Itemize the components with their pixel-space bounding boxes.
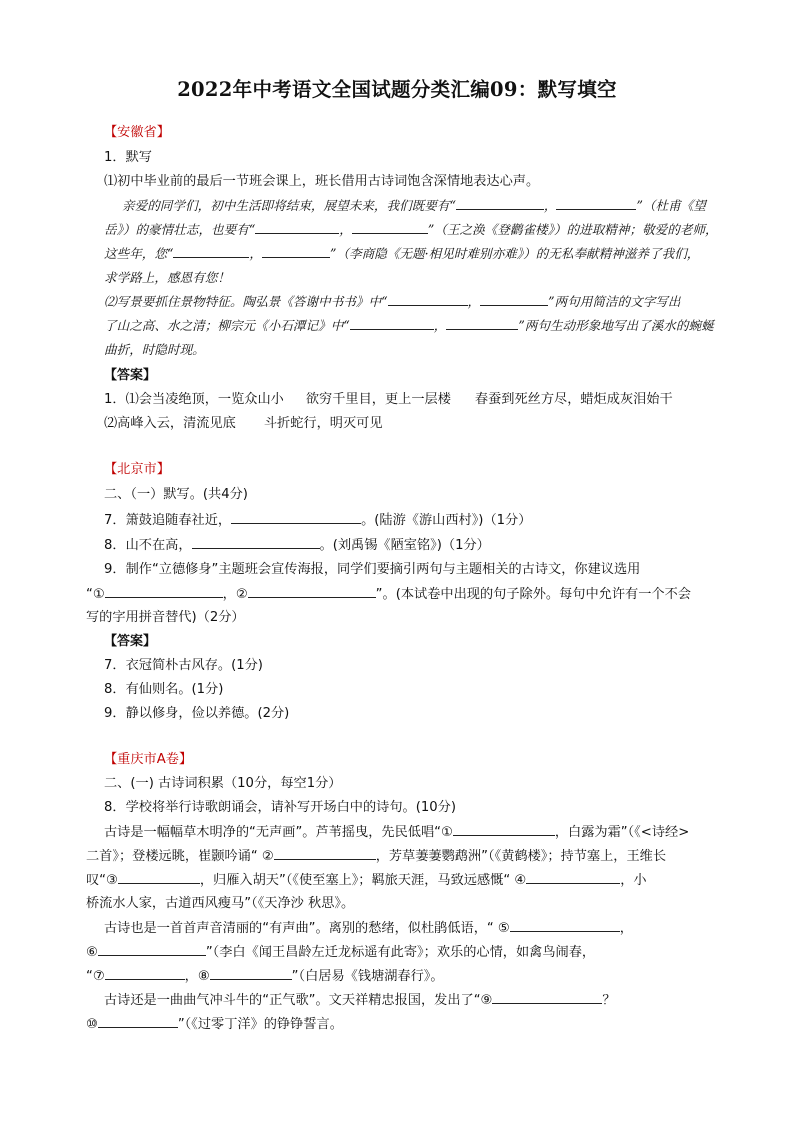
blank-q8[interactable] (192, 535, 320, 549)
answer-1-line-1: 1．⑴会当凌绝顶，一览众山小 欲穷千里目，更上一层楼 春蚕到死丝方尽，蜡炬成灰泪始干 (104, 392, 673, 407)
chongqing-passage-line-9: ⑩ ”（《过零丁洋》的铮铮誓言。 (86, 1014, 794, 1035)
blank-9[interactable] (350, 316, 434, 330)
chongqing-passage-line-6: ⑥ ”（李白《闻王昌龄左迁龙标遥有此寄》；欢乐的心情，如禽鸟闹春， (86, 942, 794, 963)
question-7: 7．箫鼓追随春社近， 。(陆游《游山西村》)（1分） (104, 510, 794, 531)
chongqing-passage-line-2: 二首》；登楼远眺，崔颢吟诵“ ② ，芳草萋萋鹦鹉洲”（《黄鹤楼》；持节塞上，王维长 (86, 846, 794, 867)
answer-8: 8．有仙则名。(1分) (104, 682, 224, 697)
chongqing-passage-line-7: “⑦ ，⑧ ”（白居易《钱塘湖春行》。 (86, 966, 794, 987)
blank-q9-2[interactable] (248, 584, 376, 598)
blank-cq-5[interactable] (510, 918, 620, 932)
blank-q9-1[interactable] (105, 584, 223, 598)
blank-7[interactable] (388, 292, 468, 306)
beijing-section-title: 二、（一）默写。(共4分) (104, 487, 248, 502)
blank-5[interactable] (173, 244, 249, 258)
chongqing-passage-line-3: 叹“③ ，归雁入胡天”（《使至塞上》；羁旅天涯，马致远感慨“ ④ ，小 (86, 870, 794, 891)
blank-cq-1[interactable] (453, 822, 555, 836)
question-8-chongqing: 8．学校将举行诗歌朗诵会，请补写开场白中的诗句。(10分) (104, 800, 456, 815)
blank-4[interactable] (352, 220, 428, 234)
blank-cq-8[interactable] (210, 966, 292, 980)
answer-7: 7．衣冠简朴古风存。(1分) (104, 658, 263, 673)
anhui-passage-line-7: 曲折，时隐时现。 (104, 342, 205, 357)
anhui-passage-line-3: 这些年，您“ ， ”（李商隐《无题·相见时难别亦难》）的无私奉献精神滋养了我们， (104, 246, 700, 261)
anhui-passage-line-5: ⑵写景要抓住景物特征。陶弘景《答谢中书书》中“ ， ”两句用简洁的文字写出 (104, 294, 681, 309)
blank-3[interactable] (255, 220, 339, 234)
blank-cq-3[interactable] (118, 870, 200, 884)
blank-cq-4[interactable] (526, 870, 620, 884)
anhui-passage-line-2: 岳》）的豪情壮志，也要有“ ， ”（王之涣《登鹳雀楼》）的进取精神；敬爱的老师， (104, 222, 718, 237)
section-header-anhui: 【安徽省】 (104, 125, 170, 140)
question-9-line-2: “① ，② ”。(本试卷中出现的句子除外。每句中允许有一个不会 (86, 584, 794, 605)
blank-1[interactable] (456, 196, 544, 210)
chongqing-section-title: 二、(一) 古诗词积累（10分，每空1分） (104, 776, 342, 791)
blank-6[interactable] (262, 244, 330, 258)
blank-10[interactable] (446, 316, 518, 330)
question-1-intro: ⑴初中毕业前的最后一节班会课上，班长借用古诗词饱含深情地表达心声。 (104, 174, 540, 189)
section-header-chongqing: 【重庆市A卷】 (104, 752, 193, 767)
blank-cq-7[interactable] (105, 966, 185, 980)
chongqing-passage-line-1: 古诗是一幅幅草木明净的“无声画”。芦苇摇曳，先民低唱“① ，白露为霜”（《<诗经> (104, 822, 794, 843)
answer-9: 9．静以修身，俭以养德。(2分) (104, 706, 290, 721)
section-header-beijing: 【北京市】 (104, 462, 170, 477)
blank-cq-6[interactable] (98, 942, 206, 956)
question-8: 8．山不在高， 。(刘禹锡《陋室铭》)（1分） (104, 535, 794, 556)
chongqing-passage-line-4: 桥流水人家，古道西风瘦马”（《天净沙 秋思》。 (86, 896, 355, 911)
blank-cq-10[interactable] (98, 1014, 178, 1028)
answer-label: 【答案】 (104, 368, 157, 383)
chongqing-passage-line-8: 古诗还是一曲曲气冲斗牛的“正气歌”。文天祥精忠报国，发出了“⑨ ？ (104, 990, 794, 1011)
anhui-passage-line-1: 亲爱的同学们，初中生活即将结束，展望未来，我们既要有“ ， ”（杜甫《望 (122, 198, 706, 213)
blank-cq-2[interactable] (274, 846, 376, 860)
question-9-line-3: 写的字用拼音替代)（2分） (86, 610, 245, 625)
blank-cq-9[interactable] (492, 990, 602, 1004)
anhui-passage-line-4: 求学路上，感恩有您！ (104, 270, 230, 285)
answer-label: 【答案】 (104, 634, 157, 649)
question-9-line-1: 9．制作“立德修身”主题班会宣传海报，同学们要摘引两句与主题相关的古诗文，你建议选用 (104, 562, 641, 577)
answer-1-line-2: ⑵高峰入云，清流见底 斗折蛇行，明灭可见 (104, 416, 383, 431)
anhui-passage-line-6: 了山之高、水之清；柳宗元《小石潭记》中“ ， ”两句生动形象地写出了溪水的蜿蜒 (104, 318, 714, 333)
blank-2[interactable] (556, 196, 636, 210)
page-title: 2022年中考语文全国试题分类汇编09：默写填空 (177, 78, 617, 101)
chongqing-passage-line-5: 古诗也是一首首声音清丽的“有声曲”。离别的愁绪，似杜鹃低语，“ ⑤ ， (104, 918, 794, 939)
question-1-label: 1．默写 (104, 150, 152, 165)
blank-8[interactable] (480, 292, 548, 306)
blank-q7[interactable] (231, 510, 361, 524)
